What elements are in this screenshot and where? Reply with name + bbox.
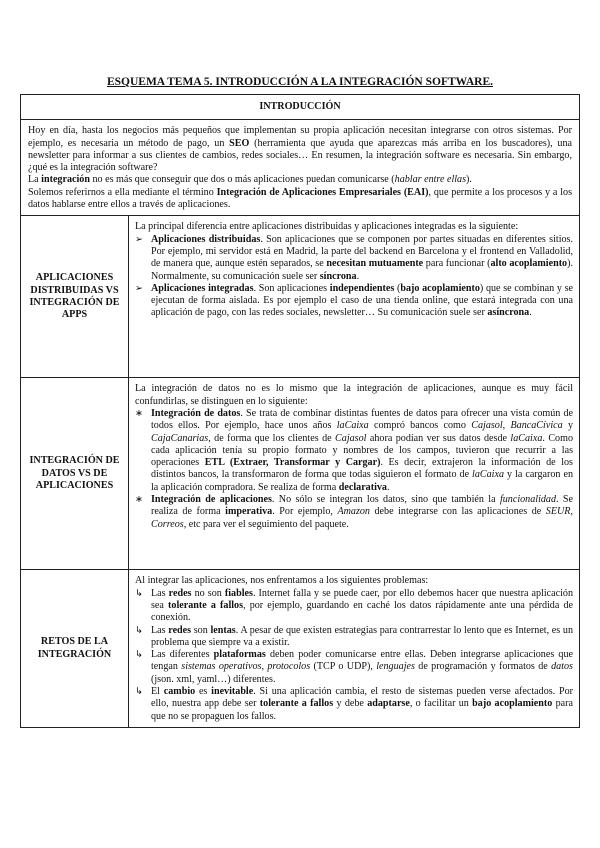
italic-text: Cajasol	[471, 420, 503, 432]
list-item	[135, 649, 573, 686]
bold-text: imperativa	[225, 506, 273, 518]
bullet-arrow-icon: ↳	[135, 650, 143, 661]
text-run: (	[394, 282, 401, 294]
text-run: La	[28, 174, 42, 186]
bullet-arrow-icon: ∗	[135, 408, 143, 419]
italic-text: Cajasol	[335, 432, 367, 444]
bold-text: bajo acoplamiento	[400, 282, 480, 294]
bold-text: lentas	[210, 624, 236, 636]
bullet-list	[135, 588, 573, 723]
italic-text: BancaCívica	[510, 420, 563, 432]
text-run: y	[562, 420, 574, 432]
intro-paragraph-1	[28, 125, 572, 174]
text-run: ). Normalmente, su comunicación suele ser	[151, 258, 573, 282]
list-item-text	[151, 588, 573, 624]
intro-header-row	[21, 95, 580, 120]
bold-text: alto acoplamiento	[490, 258, 568, 270]
intro-body	[21, 120, 580, 216]
intro-paragraph-3	[28, 187, 572, 212]
bullet-arrow-icon: ➢	[135, 283, 143, 294]
bold-text: necesitan mutuamente	[326, 258, 424, 270]
text-run: , etc para ver el seguimiento del paquete.	[183, 518, 349, 530]
italic-text: protocolos	[267, 661, 311, 673]
list-item	[135, 408, 573, 494]
text-run: .	[529, 307, 532, 319]
bold-text: ETL (Extraer, Transformar y Cargar)	[204, 457, 381, 469]
list-item	[135, 283, 573, 320]
intro-body-row	[21, 120, 580, 216]
text-run: deben poder comunicarse entre ellas. Deben integrarse aplicaciones que tengan	[151, 649, 573, 673]
list-item	[135, 625, 573, 650]
text-run: . No sólo se integran los datos, sino que también la	[271, 494, 500, 506]
text-run: no es más que conseguir que dos o más aplicaciones puedan comunicarse (	[89, 174, 395, 186]
bullet-arrow-icon: ↳	[135, 687, 143, 698]
text-run: ahora podían ver sus datos desde	[366, 432, 511, 444]
text-run: La integración de datos no es lo mismo que la integración de aplicaciones, aunque es muy fácil confundirlas, se distinguen en lo siguiente:	[135, 383, 573, 407]
text-run: ,	[502, 420, 511, 432]
section-intro	[135, 383, 573, 408]
text-run: . Si una aplicación cambia, el resto de sistemas pueden verse afectados. Por ello, nuestra app debe ser	[151, 686, 574, 710]
text-run: Al integrar las aplicaciones, nos enfrentamos a los siguientes problemas:	[135, 575, 429, 587]
bold-text: declarativa	[338, 481, 387, 493]
section-content	[129, 216, 580, 378]
italic-text: hablar entre ellas	[394, 174, 467, 186]
bold-text: integración	[41, 174, 90, 186]
section-content	[129, 570, 580, 728]
scheme-table	[20, 94, 580, 728]
list-item-text	[151, 234, 573, 282]
italic-text: sistemas operativos	[181, 661, 262, 673]
text-run: es	[195, 686, 212, 698]
text-run: .	[386, 481, 390, 493]
italic-text: Amazon	[337, 506, 370, 518]
italic-text: CajaCanarias	[151, 432, 209, 444]
bullet-arrow-icon: ↳	[135, 625, 143, 636]
text-run: debe integrarse con las aplicaciones de	[369, 506, 546, 518]
section-label: APLICACIONES DISTRIBUIDAS VS INTEGRACIÓN DE APPS	[21, 216, 129, 378]
section-label: RETOS DE LA INTEGRACIÓN	[21, 570, 129, 728]
bullet-arrow-icon: ∗	[135, 495, 143, 506]
section-intro	[135, 221, 573, 233]
text-run: . Por ejemplo,	[272, 506, 338, 518]
text-run: para funcionar (	[423, 258, 491, 270]
bullet-arrow-icon: ➢	[135, 234, 143, 245]
text-run: ,	[570, 506, 573, 518]
section-row	[21, 378, 580, 570]
bold-text: Integración de Aplicaciones Empresariales (EAI)	[216, 186, 429, 198]
text-run: . Como cada aplicación tenía su propio formato y nombres de los campos, tuvieron que recurrir a las operaciones	[151, 432, 573, 469]
bold-text: redes	[168, 587, 192, 599]
bold-text: cambio	[163, 686, 196, 698]
text-run: . Se realiza de forma	[151, 494, 574, 518]
bullet-arrow-icon: ↳	[135, 588, 143, 599]
bold-text: bajo acoplamiento	[472, 698, 553, 710]
bold-text: asíncrona	[487, 307, 530, 319]
document-title: ESQUEMA TEMA 5. INTRODUCCIÓN A LA INTEGRACIÓN SOFTWARE.	[106, 76, 494, 88]
italic-text: funcionalidad	[499, 494, 557, 506]
text-run: para que no se propaguen los fallos.	[151, 698, 573, 722]
section-row	[21, 216, 580, 378]
list-item-text	[151, 283, 573, 319]
text-run: no son	[191, 587, 225, 599]
italic-text: Correos	[151, 518, 184, 530]
text-run: y la cargaron en la aplicación compradora. Se realiza de forma	[151, 469, 573, 493]
list-item	[135, 588, 573, 625]
bold-text: SEO	[229, 137, 250, 149]
list-item	[135, 494, 573, 531]
text-run: . A pesar de que existen estrategias para contrarrestar lo lento que es Internet, es un problema que siempre va a existir.	[151, 624, 573, 648]
list-item-text	[151, 494, 573, 530]
bold-text: fiables	[224, 587, 253, 599]
intro-heading: INTRODUCCIÓN	[21, 95, 580, 120]
italic-text: datos	[551, 661, 573, 673]
text-run: . Internet falla y se puede caer, por ello debemos hacer que nuestra aplicación sea	[151, 587, 573, 611]
list-item-text	[151, 625, 573, 648]
text-run: (json. xml, yaml…) diferentes.	[151, 673, 276, 685]
bold-text: tolerante a fallos	[168, 599, 244, 611]
list-item	[135, 234, 573, 283]
italic-text: laCaixa	[472, 469, 505, 481]
intro-paragraph-2	[28, 174, 572, 186]
text-run: y debe	[333, 698, 368, 710]
text-run: Las	[151, 624, 169, 636]
text-run: de programación y formatos de	[414, 661, 552, 673]
text-run: , o facilitar un	[409, 698, 473, 710]
text-run: . Es decir, extrajeron la información de los distintos bancos, la transformaron de forma que todas siguieron el formato de	[151, 457, 573, 481]
bold-text: adaptarse	[367, 698, 410, 710]
text-run: (TCP o UDP),	[310, 661, 377, 673]
text-run: , que permite a los procesos y a los datos hablarse entre ellos a través de aplicaciones.	[28, 186, 573, 211]
section-intro	[135, 575, 573, 587]
text-run: , de forma que los clientes de	[208, 432, 336, 444]
text-run: Las	[151, 587, 169, 599]
text-run: , por ejemplo, guardando en caché los datos rápidamente ante una pérdida de conexión.	[151, 599, 573, 624]
text-run: ).	[466, 174, 472, 186]
bold-text: Integración de datos	[151, 407, 241, 419]
list-item	[135, 686, 573, 723]
italic-text: SEUR	[545, 506, 571, 518]
bold-text: inevitable	[211, 686, 254, 698]
text-run: La principal diferencia entre aplicaciones distribuidas y aplicaciones integradas es la siguiente:	[135, 221, 519, 233]
italic-text: lenguajes	[376, 661, 415, 673]
text-run: . Se trata de combinar distintas fuentes de datos para ofrecer una vista común de todos ellos. Por ejemplo, hace unos años	[151, 407, 573, 432]
text-run: ,	[261, 661, 268, 673]
bold-text: redes	[168, 624, 192, 636]
bold-text: independientes	[329, 282, 395, 294]
bold-text: plataformas	[213, 649, 266, 661]
section-content	[129, 378, 580, 570]
bold-text: tolerante a fallos	[259, 698, 334, 710]
text-run: son	[191, 624, 211, 636]
text-run: Las diferentes	[151, 649, 214, 661]
italic-text: laCaixa	[336, 420, 369, 432]
bullet-list	[135, 234, 573, 320]
list-item-text	[151, 686, 573, 722]
text-run: .	[356, 270, 360, 282]
list-item-text	[151, 649, 573, 685]
bold-text: Aplicaciones integradas	[151, 282, 254, 294]
italic-text: laCaixa	[510, 432, 543, 444]
text-run: El	[151, 686, 164, 698]
section-row	[21, 570, 580, 728]
text-run: ) que se combinan y se ejecutan de forma aislada. Es por ejemplo el caso de una tienda online, que estará integrada con una aplicación de pago, con las redes sociales, newsletter… Su comunicación suele ser	[151, 282, 574, 319]
text-run: Hoy en día, hasta los negocios más pequeños que implementan su propia aplicación necesitan integrarse con otros sistemas. Por ejemplo, es necesaria un método de pago, un	[28, 125, 572, 149]
text-run: Solemos referirnos a ella mediante el término	[28, 186, 217, 198]
bullet-list	[135, 408, 573, 531]
text-run: . Son aplicaciones que se componen por partes situadas en diferentes sitios. Por ejemplo, mi servidor está en Madrid, la parte del backend en Barcelona y el frontend en Valladolid, de manera que, aunque estén separados, se	[151, 233, 573, 270]
list-item-text	[151, 408, 573, 493]
bold-text: Integración de aplicaciones	[151, 494, 272, 506]
text-run: compró bancos como	[368, 420, 472, 432]
bold-text: Aplicaciones distribuidas	[151, 233, 261, 245]
text-run: . Son aplicaciones	[253, 282, 330, 294]
text-run: (herramienta que ayuda que aparezcas más arriba en los buscadores), una newsletter para informar a sus clientes de cambios, redes sociales… En resumen, la integración software es necesaria. Sin embargo, ¿qué es la integración software?	[28, 137, 573, 174]
section-label: INTEGRACIÓN DE DATOS VS DE APLICACIONES	[21, 378, 129, 570]
bold-text: síncrona	[319, 270, 357, 282]
